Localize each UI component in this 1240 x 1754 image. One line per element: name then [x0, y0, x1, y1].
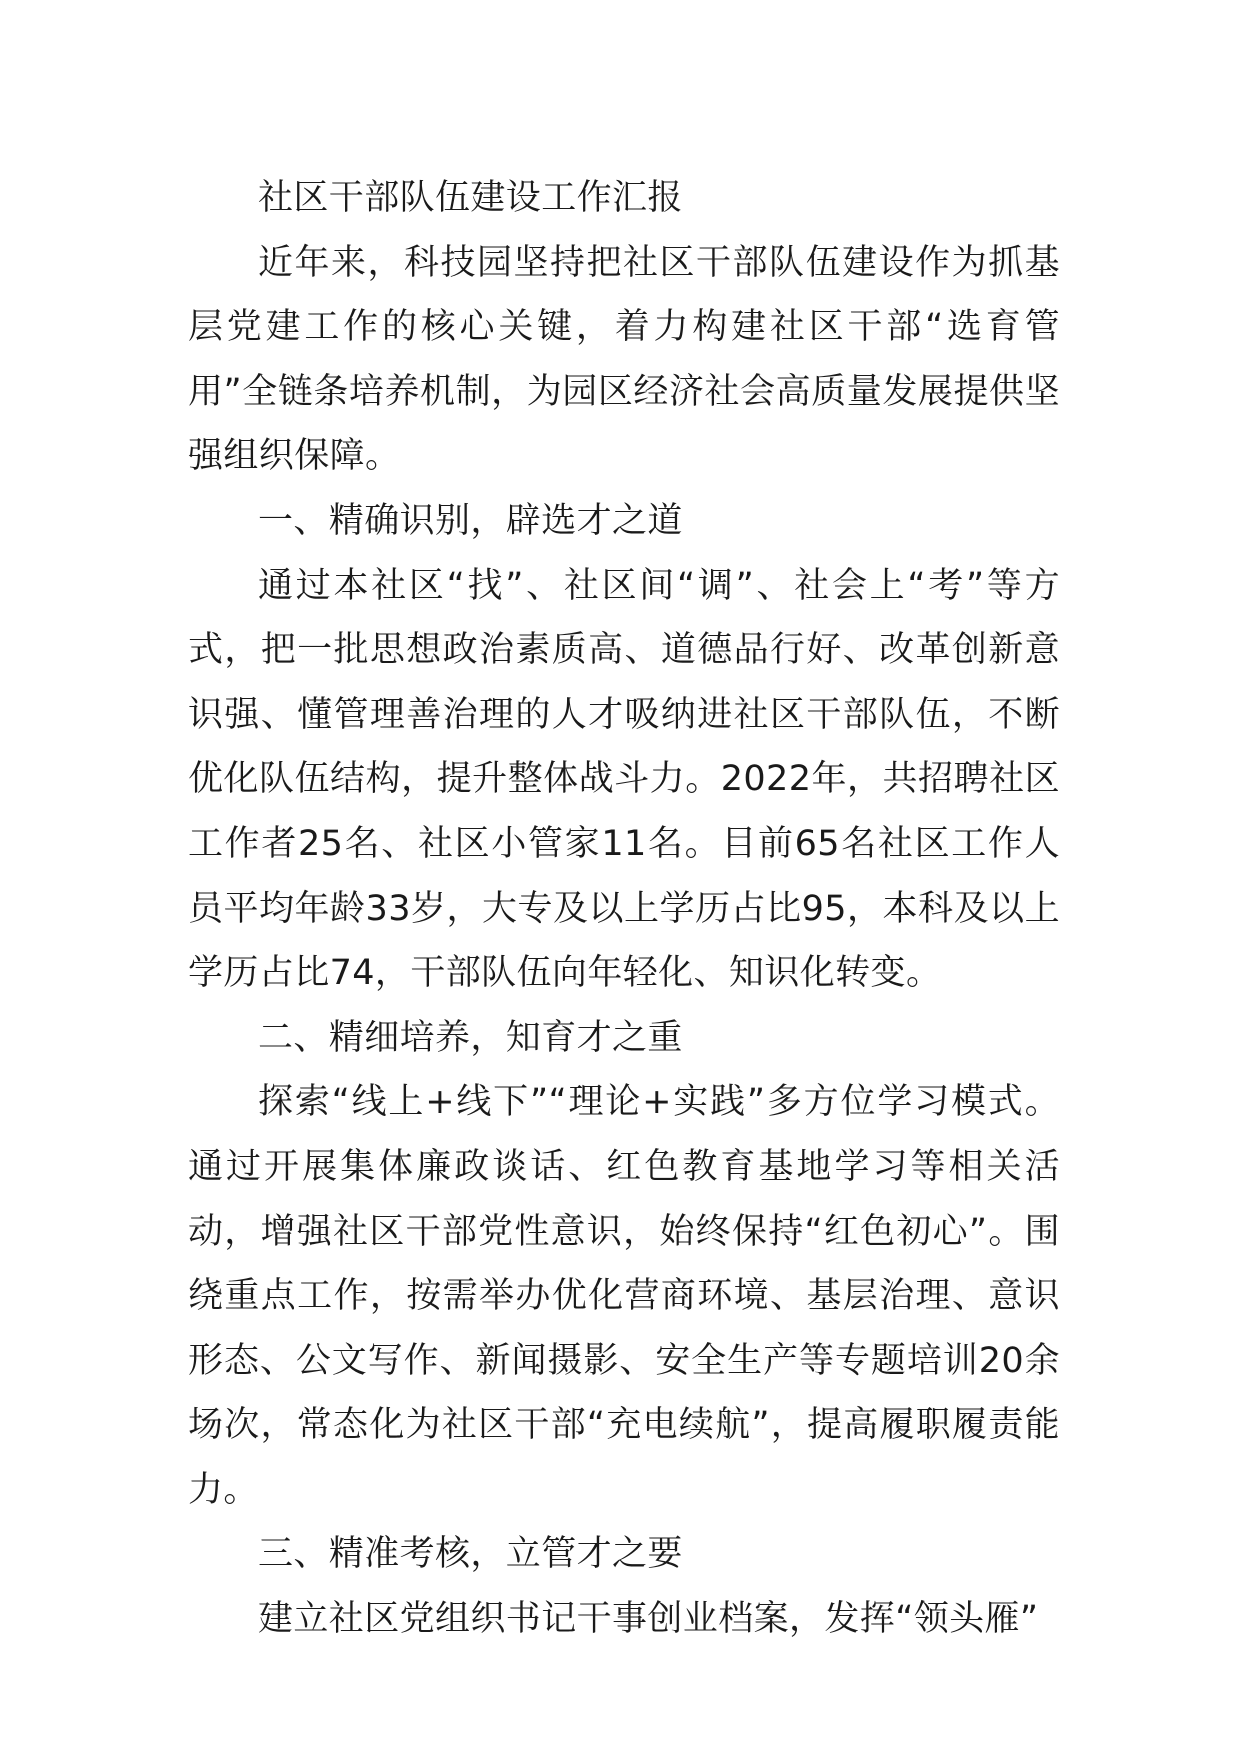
section-heading-1: 一、精确识别，辟选才之道	[258, 500, 683, 541]
section-heading-2: 二、精细培养，知育才之重	[258, 1017, 683, 1058]
section-2-paragraph: 探索“线上+线下”“理论+实践”多方位学习模式。通过开展集体廉政谈话、红色教育基地学习等相关活动，增强社区干部党性意识，始终保持“红色初心”。围绕重点工作，按需举办优化营商环境、基层治理、意识形态、公文写作、新闻摄影、安全生产等专题培训20余场次，常态化为社区干部“充电续航”，提高履职履责能力。	[188, 1082, 1060, 1510]
section-heading-3: 三、精准考核，立管才之要	[258, 1534, 683, 1575]
document-body	[188, 166, 1060, 1652]
intro-paragraph: 近年来，科技园坚持把社区干部队伍建设作为抓基层党建工作的核心关键，着力构建社区干部“选育管用”全链条培养机制，为园区经济社会高质量发展提供坚强组织保障。	[188, 242, 1060, 477]
section-3-paragraph: 建立社区党组织书记干事创业档案，发挥“领头雁”	[258, 1599, 1039, 1640]
document-title: 社区干部队伍建设工作汇报	[258, 178, 683, 218]
section-1-paragraph: 通过本社区“找”、社区间“调”、社会上“考”等方式，把一批思想政治素质高、道德品行好、改革创新意识强、懂管理善治理的人才吸纳进社区干部队伍，不断优化队伍结构，提升整体战斗力。2022年，共招聘社区工作者25名、社区小管家11名。目前65名社区工作人员平均年龄33岁，大专及以上学历占比95，本科及以上学历占比74，干部队伍向年轻化、知识化转变。	[188, 565, 1060, 994]
